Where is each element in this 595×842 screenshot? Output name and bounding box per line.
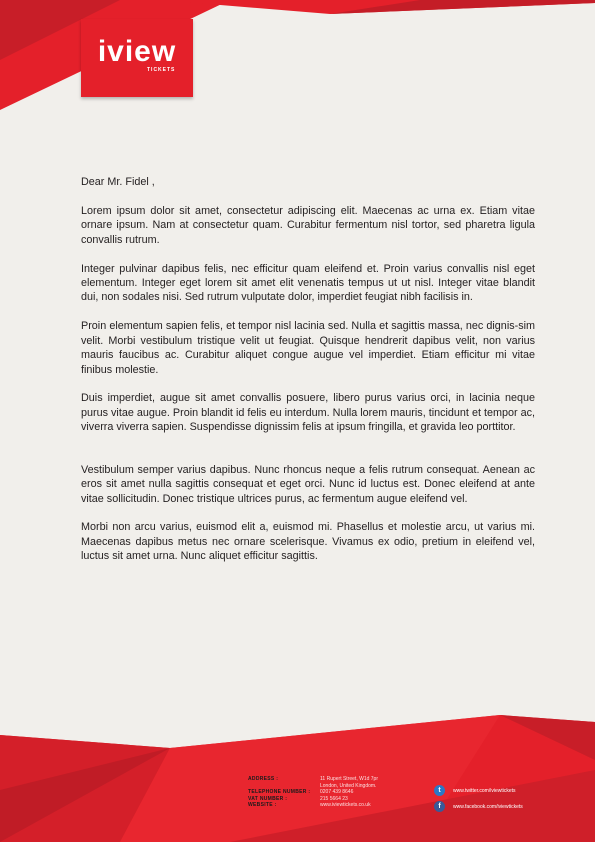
facebook-icon: f: [434, 801, 445, 812]
logo-subtext: TICKETS: [147, 67, 176, 73]
paragraph-5: Vestibulum semper varius dapibus. Nunc rhoncus neque a felis rutrum consequat. Aenean ac eros sit amet nulla sagittis consequat et eget orci. Nunc id luctus est. Donec eleifend at ante vitae sollicitudin. Donec tristique ultrices purus, ac fermentum augue eleifend vel.: [81, 463, 535, 505]
salutation: Dear Mr. Fidel ,: [81, 176, 155, 188]
vat-value: 215 5664 23: [320, 795, 348, 802]
address-line-1: 11 Rupert Street, W1d 7pr: [320, 776, 378, 782]
twitter-url[interactable]: www.twitter.com/iviewtickets: [453, 787, 516, 794]
facebook-link[interactable]: [434, 801, 523, 812]
brand-logo: [81, 19, 193, 97]
telephone-label: TELEPHONE NUMBER :: [248, 789, 311, 796]
vat-label: VAT NUMBER :: [248, 795, 288, 802]
address-row: [248, 776, 410, 783]
address-line-2: London, United Kingdom.: [320, 782, 377, 789]
website-label: WEBSITE :: [248, 802, 277, 809]
paragraph-1: Lorem ipsum dolor sit amet, consectetur adipiscing elit. Maecenas ac urna ex. Etiam vitae ornare ipsum. Nam at consectetur quam. Curabitur fermentum nisl tortor, sed pharetra ligula convallis rutrum.: [81, 204, 535, 246]
paragraph-6: Morbi non arcu varius, euismod elit a, euismod mi. Phasellus et molestie arcu, ut varius mi. Maecenas dapibus metus nec ornare scelerisque. Vivamus ex odio, pretium in eleifend vel, luctus sit amet urna. Nunc aliquet efficitur sagittis.: [81, 521, 535, 563]
footer-decoration: [0, 700, 595, 842]
logo-wordmark: iview: [97, 35, 177, 68]
vat-row: [248, 796, 410, 803]
twitter-icon: t: [434, 785, 445, 796]
paragraph-2: Integer pulvinar dapibus felis, nec efficitur quam eleifend et. Proin varius convallis nisl eget elementum. Integer eget lorem sit amet elit venenatis tempus ut ut nisl. Integer vitae blandit dui, non sodales nisi. Sed rutrum vulputate dolor, imperdiet feugiat nibh facilisis in.: [81, 262, 535, 304]
contact-details: [248, 776, 410, 809]
address-row-2: [248, 783, 410, 790]
website-value[interactable]: www.iviewtickets.co.uk: [320, 802, 371, 809]
letter-body: [81, 175, 535, 578]
website-row: [248, 802, 410, 809]
paragraph-4: Duis imperdiet, augue sit amet convallis posuere, libero purus varius orci, in lacinia neque purus vitae augue. Proin blandit id felis eu interdum. Nulla lorem mauris, tincidunt et tempor ac, viverra viverra sapien. Suspendisse dignissim felis at ipsum fringilla, et gravida leo porttitor.: [81, 392, 535, 434]
address-label: ADDRESS :: [248, 776, 279, 782]
paragraph-3: Proin elementum sapien felis, et tempor nisl lacinia sed. Nulla et sagittis massa, nec dignis-sim velit. Morbi vestibulum tristique velit ut feugiat. Quisque hendrerit dapibus velit, non varius mauris faucibus ac. Curabitur aliquet congue augue vel imperdiet. Etiam efficitur mi vitae finibus molestie.: [81, 320, 535, 376]
facebook-url[interactable]: www.facebook.com/iviewtickets: [453, 803, 523, 810]
telephone-value: 0207 439 8646: [320, 789, 354, 796]
twitter-link[interactable]: [434, 785, 516, 796]
telephone-row: [248, 789, 410, 796]
